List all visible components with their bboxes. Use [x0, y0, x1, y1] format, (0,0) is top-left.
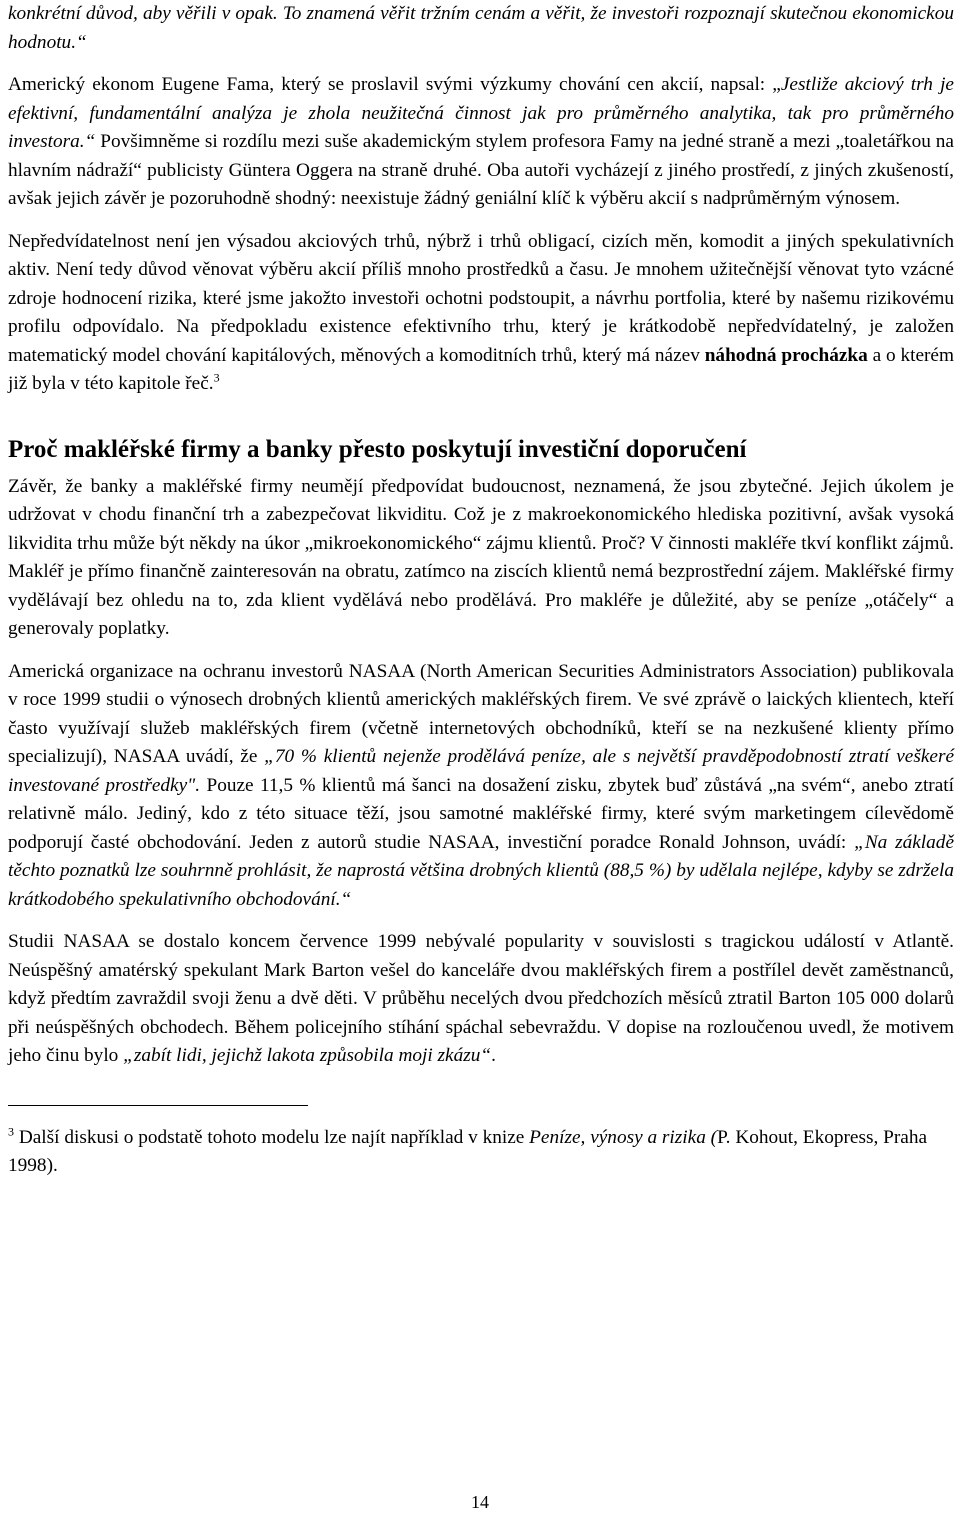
text-run: a o kterém již byla v této kapitole řeč.	[8, 344, 954, 394]
body-paragraph	[8, 0, 954, 57]
text-run: Jestliže akciový trh je efektivní, fundamentální analýza je zhola neužitečná činnost jak pro průměrného analytika, tak pro průměrného investora.“	[8, 74, 954, 152]
text-run: Pouze 11,5 % klientů má šanci na dosažení zisku, zbytek buď zůstává „na svém“, anebo ztratí relativně málo. Jediný, kdo z této situace těží, jsou samotné makléřské firmy, které svým marketingem cílevědomě podporují časté obchodování. Jeden z autorů studie NASAA, investiční poradce Ronald Johnson, uvádí:	[8, 774, 954, 853]
body-paragraph	[8, 71, 954, 214]
text-run: Další diskusi o podstatě tohoto modelu lze najít například v knize	[14, 1126, 530, 1148]
body-paragraph	[8, 928, 954, 1071]
text-run: konkrétní důvod, aby věřili v opak. To znamená věřit tržním cenám a věřit, že investoři rozpoznají skutečnou ekonomickou hodnotu.“	[8, 3, 954, 53]
text-run: Závěr, že banky a makléřské firmy neumějí předpovídat budoucnost, neznamená, že jsou zbytečné. Jejich úkolem je udržovat v chodu finanční trh a zabezpečovat likviditu. Což je z makroekonomického hlediska pozitivní, avšak vysoká likvidita trhu může být někdy na úkor „mikroekonomického“ zájmu klientů. Proč? V činnosti makléře tkví konflikt zájmů. Makléř je přímo finančně zainteresován na obratu, zatímco na ziscích klientů nemá bezprostřední zájem. Makléřské firmy vydělávají bez ohledu na to, zda klient vydělává nebo prodělává. Pro makléře je důležité, aby se peníze „otáčely“ a generovaly poplatky.	[8, 475, 954, 639]
paragraph-gap	[8, 57, 954, 71]
text-run: „70 % klientů nejenže prodělává peníze, ale s největší pravděpodobností ztratí veškeré investované prostředky".	[8, 746, 955, 796]
footnote	[8, 1124, 954, 1181]
text-run: Nepředvídatelnost není jen výsadou akciových trhů, nýbrž i trhů obligací, cizích měn, komodit a jiných spekulativních aktiv. Není tedy důvod věnovat výběru akcií příliš mnoho prostředků a času. Je mnohem užitečnější věnovat tyto vzácné zdroje hodnocení rizika, které jsme jakožto investoři ochotni podstoupit, a návrhu portfolia, které by našemu rizikovému profilu odpovídalo. Na předpokladu existence efektivního trhu, který je krátkodobě nepředvídatelný, je založen matematický model chování kapitálových, měnových a komoditních trhů, který má název	[8, 230, 954, 366]
paragraph-gap	[8, 914, 954, 928]
section-heading: Proč makléřské firmy a banky přesto poskytují investiční doporučení	[8, 435, 747, 463]
text-run: Povšimněme si rozdílu mezi suše akademickým stylem profesora Famy na jedné straně a mezi „toaletářkou na hlavním nádraží“ publicisty Güntera Oggera na straně druhé. Oba autoři vycházejí z jiného prostředí, z jiných zkušeností, avšak jejich závěr je pozoruhodně shodný: neexistuje žádný geniální klíč k výběru akcií s nadprůměrným výnosem.	[8, 131, 954, 209]
paragraph-gap	[8, 644, 954, 658]
page-number: 14	[471, 1492, 489, 1512]
body-paragraph	[8, 473, 954, 644]
footnote-marker: 3	[8, 1124, 14, 1139]
paragraph-gap	[8, 214, 954, 228]
text-run: .	[491, 1045, 496, 1066]
text-run: Americký ekonom Eugene Fama, který se proslavil svými výzkumy chování cen akcií, napsal: „	[8, 74, 781, 95]
intro-paragraphs	[8, 0, 954, 399]
text-run: Studii NASAA se dostalo koncem července 1999 nebývalé popularity v souvislosti s tragickou událostí v Atlantě. Neúspěšný amatérský spekulant Mark Barton vešel do kanceláře dvou makléřských firem a postřílel devět zaměstnanců, když předtím zavraždil svoji ženu a dvě děti. V průběhu necelých dvou předchozích měsíců ztratil Barton 105 000 dolarů při neúspěšných obchodech. Během policejního stíhání spáchal sebevraždu. V dopise na rozloučenou uvedl, že motivem jeho činu bylo	[8, 931, 954, 1066]
text-run: „Na základě těchto poznatků lze souhrnně prohlásit, že naprostá většina drobných klientů (88,5 %) by udělala nejlépe, kdyby se zdržela krátkodobého spekulativního obchodování.“	[8, 831, 955, 910]
body-paragraph	[8, 658, 954, 915]
section-paragraphs	[8, 473, 954, 1071]
footnote-marker: 3	[213, 370, 220, 385]
body-paragraph	[8, 228, 954, 399]
text-run: Americká organizace na ochranu investorů NASAA (North American Securities Administrators Association) publikovala v roce 1999 studii o výnosech drobných klientů amerických makléřských firem. Ve své zprávě o laických klientech, kteří často využívají služeb makléřských firem (včetně internetových obchodníků, kteří se na nezkušené klienty přímo specializují), NASAA uvádí, že	[8, 660, 954, 767]
text-run: náhodná procházka	[704, 344, 868, 366]
footnote-divider	[8, 1105, 308, 1106]
text-run: „zabít lidi, jejichž lakota způsobila moji zkázu“	[123, 1045, 492, 1066]
text-run: P. Kohout, Ekopress, Praha 1998).	[8, 1126, 928, 1176]
text-run: Peníze, výnosy a rizika (	[529, 1126, 718, 1148]
